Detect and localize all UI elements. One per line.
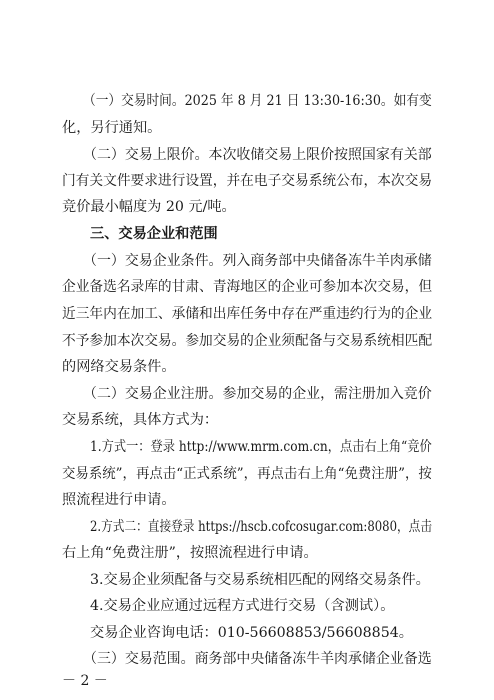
- text-line: 交易企业咨询电话：010-56608853/56608854。: [90, 625, 413, 641]
- text-line: （一）交易企业条件。列入商务部中央储备冻牛羊肉承储: [83, 253, 432, 269]
- page-number: － 2 －: [62, 673, 108, 689]
- text-line: 4.交易企业应通过远程方式进行交易（含测试）。: [90, 598, 395, 614]
- text-line: （一）交易时间。2025 年 8 月 21 日 13:30-16:30。如有变: [83, 93, 432, 109]
- text-line: 3.交易企业须配备与交易系统相匹配的网络交易条件。: [90, 572, 430, 588]
- text-line: 2.方式二：直接登录 https://hscb.cofcosugar.com:8080，点击: [90, 519, 433, 535]
- section-heading: 三、交易企业和范围: [90, 226, 218, 242]
- text-line: 化，另行通知。: [62, 120, 162, 136]
- text-line: 照流程进行申请。: [62, 492, 176, 508]
- text-line: 门有关文件要求进行设置，并在电子交易系统公布，本次交易: [62, 173, 433, 189]
- text-line: （二）交易企业注册。参加交易的企业，需注册加入竞价: [83, 386, 432, 402]
- text-line: 近三年内在加工、承储和出库任务中存在严重违约行为的企业: [62, 306, 433, 322]
- text-line: 的网络交易条件。: [62, 359, 176, 375]
- text-line: 交易系统，具体方式为：: [62, 412, 219, 428]
- text-line: 1.方式一：登录 http://www.mrm.com.cn，点击右上角“竞价: [90, 439, 432, 455]
- text-line: 企业备选名录库的甘肃、青海地区的企业可参加本次交易，但: [62, 279, 433, 295]
- text-line: 竞价最小幅度为 20 元/吨。: [62, 199, 236, 215]
- text-line: 交易系统”，再点击“正式系统”，再点击右上角“免费注册”，按: [62, 466, 432, 482]
- text-line: 不予参加本次交易。参加交易的企业须配备与交易系统相匹配: [62, 333, 433, 349]
- text-line: （二）交易上限价。本次收储交易上限价按照国家有关部: [83, 147, 432, 163]
- text-line: 右上角“免费注册”，按照流程进行申请。: [62, 545, 318, 561]
- text-line: （三）交易范围。商务部中央储备冻牛羊肉承储企业备选: [83, 651, 432, 667]
